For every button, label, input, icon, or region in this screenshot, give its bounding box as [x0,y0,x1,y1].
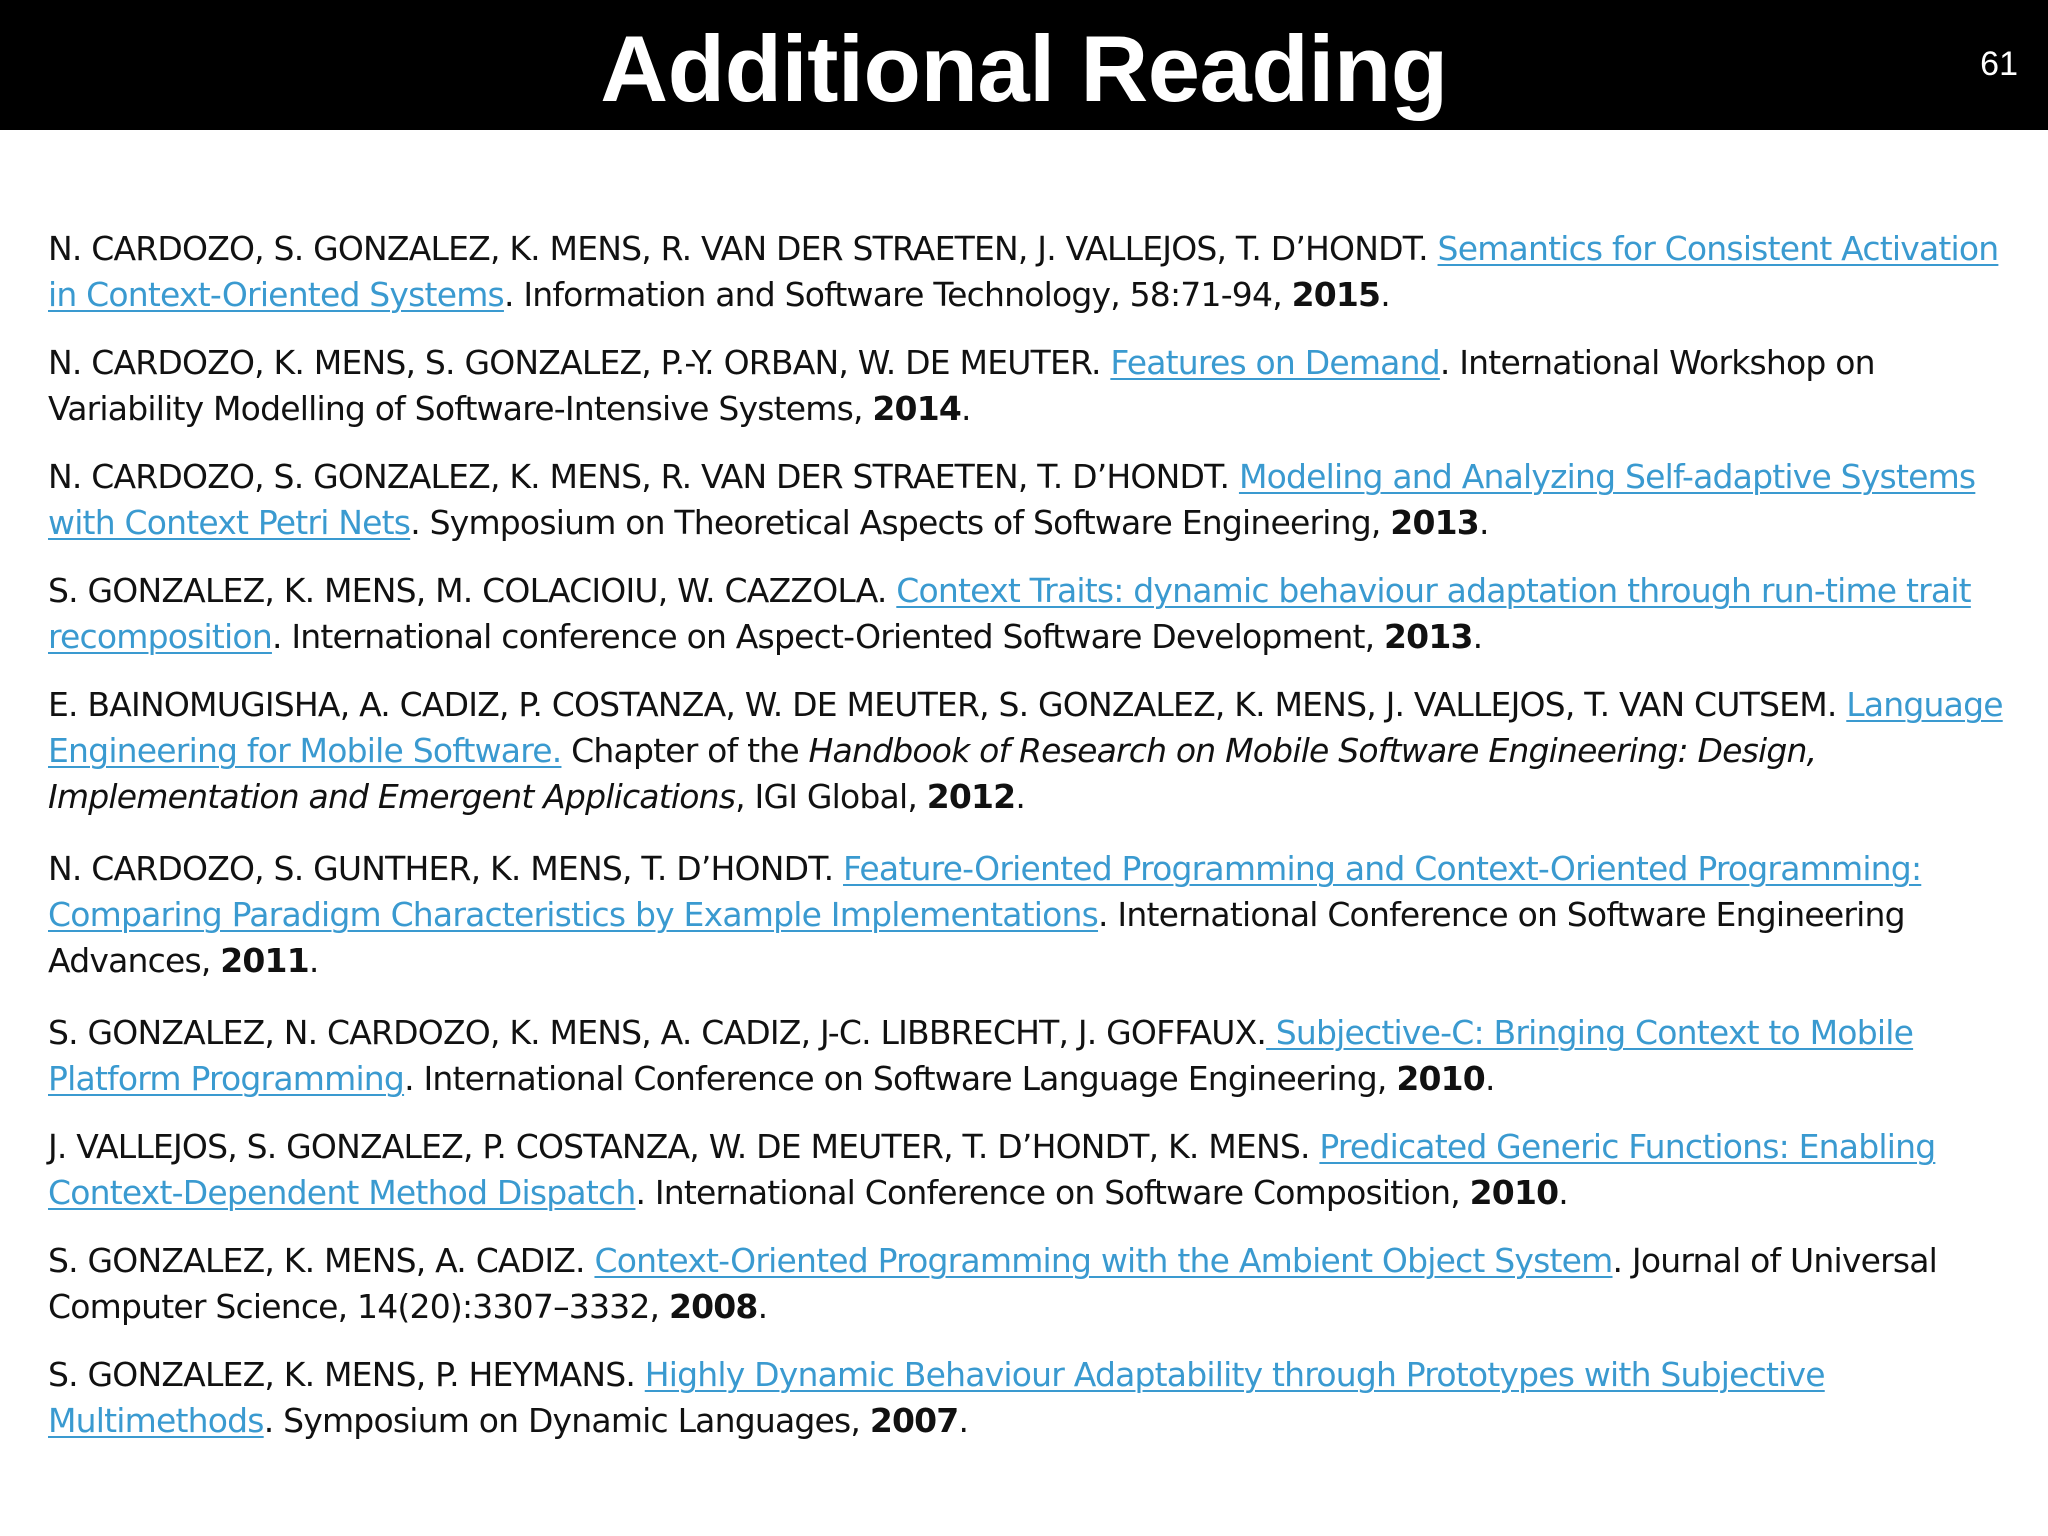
slide-title: Additional Reading [600,16,1448,121]
reference-authors: S. GONZALEZ, K. MENS, A. CADIZ. [48,1241,595,1280]
reference-item [48,340,2008,432]
reference-authors: J. VALLEJOS, S. GONZALEZ, P. COSTANZA, W. DE MEUTER, T. D’HONDT, K. MENS. [48,1127,1320,1166]
reference-venue: . International conference on Aspect-Oriented Software Development, [271,617,1385,656]
reference-authors: N. CARDOZO, S. GUNTHER, K. MENS, T. D’HONDT. [48,849,844,888]
reference-list [48,226,2008,1466]
reference-year: 2015 [1291,275,1381,314]
reference-year: 2013 [1384,617,1473,656]
slide-number: 61 [1980,45,2018,83]
reference-authors: S. GONZALEZ, N. CARDOZO, K. MENS, A. CADIZ, J-C. LIBBRECHT, J. GOFFAUX. [48,1013,1267,1052]
reference-year: 2011 [220,941,309,980]
reference-venue: . Symposium on Dynamic Languages, [263,1401,870,1440]
reference-item [48,1124,2008,1216]
reference-venue: . Information and Software Technology, 58:71-94, [503,275,1292,314]
reference-venue: . International Workshop on Variability Modelling of Software-Intensive Systems, [48,343,1875,428]
reference-link[interactable]: Context Traits: dynamic behaviour adaptation through run-time trait recomposition [48,571,1971,656]
reference-year: 2012 [926,777,1016,816]
reference-authors: E. BAINOMUGISHA, A. CADIZ, P. COSTANZA, W. DE MEUTER, S. GONZALEZ, K. MENS, J. VALLEJOS, T. VAN CUTSEM. [48,685,1847,724]
title-bar [0,0,2048,130]
reference-link[interactable]: Feature-Oriented Programming and Context-Oriented Programming: Comparing Paradigm Characteristics by Example Implementations [48,849,1922,934]
reference-item [48,1352,2008,1444]
reference-year: 2008 [668,1287,758,1326]
reference-year: 2007 [869,1401,959,1440]
reference-venue: . International Conference on Software Composition, [635,1173,1470,1212]
reference-end: . [1380,275,1390,314]
reference-year: 2010 [1396,1059,1485,1098]
reference-item [48,568,2008,660]
reference-venue: Chapter of the [561,731,809,770]
reference-venue: . Symposium on Theoretical Aspects of Software Engineering, [410,503,1391,542]
reference-link[interactable]: Highly Dynamic Behaviour Adaptability through Prototypes with Subjective Multimethods [48,1355,1825,1440]
reference-authors: N. CARDOZO, S. GONZALEZ, K. MENS, R. VAN DER STRAETEN, J. VALLEJOS, T. D’HONDT. [48,229,1438,268]
reference-end: . [757,1287,768,1326]
reference-end: . [1478,503,1489,542]
reference-venue: . International Conference on Software Engineering Advances, [48,895,1905,980]
reference-year: 2013 [1390,503,1479,542]
reference-end: . [1484,1059,1495,1098]
reference-venue: . Journal of Universal Computer Science, 14(20):3307–3332, [48,1241,1938,1326]
reference-item [48,1010,2008,1102]
reference-end: . [308,941,319,980]
reference-venue: . International Conference on Software Language Engineering, [404,1059,1397,1098]
reference-link[interactable]: Language Engineering for Mobile Software. [48,685,2003,770]
reference-authors: N. CARDOZO, S. GONZALEZ, K. MENS, R. VAN DER STRAETEN, T. D’HONDT. [48,457,1239,496]
reference-item [48,682,2008,820]
reference-book-title: Handbook of Research on Mobile Software Engineering: Design, Implementation and Emergent Applications [48,731,1817,816]
reference-end: . [1472,617,1483,656]
reference-item [48,226,2008,318]
reference-link[interactable]: Context-Oriented Programming with the Ambient Object System [594,1241,1613,1280]
reference-link[interactable]: Subjective-C: Bringing Context to Mobile Platform Programming [48,1013,1914,1098]
reference-authors: S. GONZALEZ, K. MENS, P. HEYMANS. [48,1355,645,1394]
reference-link[interactable]: Modeling and Analyzing Self-adaptive Systems with Context Petri Nets [48,457,1976,542]
reference-link[interactable]: Predicated Generic Functions: Enabling Context-Dependent Method Dispatch [48,1127,1936,1212]
reference-item [48,454,2008,546]
reference-year: 2010 [1469,1173,1559,1212]
reference-end: . [961,389,971,428]
reference-link[interactable]: Features on Demand [1110,343,1440,382]
reference-item [48,846,2008,984]
reference-end: . [1015,777,1026,816]
reference-authors: N. CARDOZO, K. MENS, S. GONZALEZ, P.-Y. ORBAN, W. DE MEUTER. [48,343,1111,382]
reference-link[interactable]: Semantics for Consistent Activation in Context-Oriented Systems [48,229,1999,314]
reference-end: . [958,1401,969,1440]
reference-item [48,1238,2008,1330]
reference-year: 2014 [872,389,962,428]
reference-end: . [1558,1173,1568,1212]
reference-authors: S. GONZALEZ, K. MENS, M. COLACIOIU, W. CAZZOLA. [48,571,897,610]
reference-publisher: , IGI Global, [735,777,927,816]
